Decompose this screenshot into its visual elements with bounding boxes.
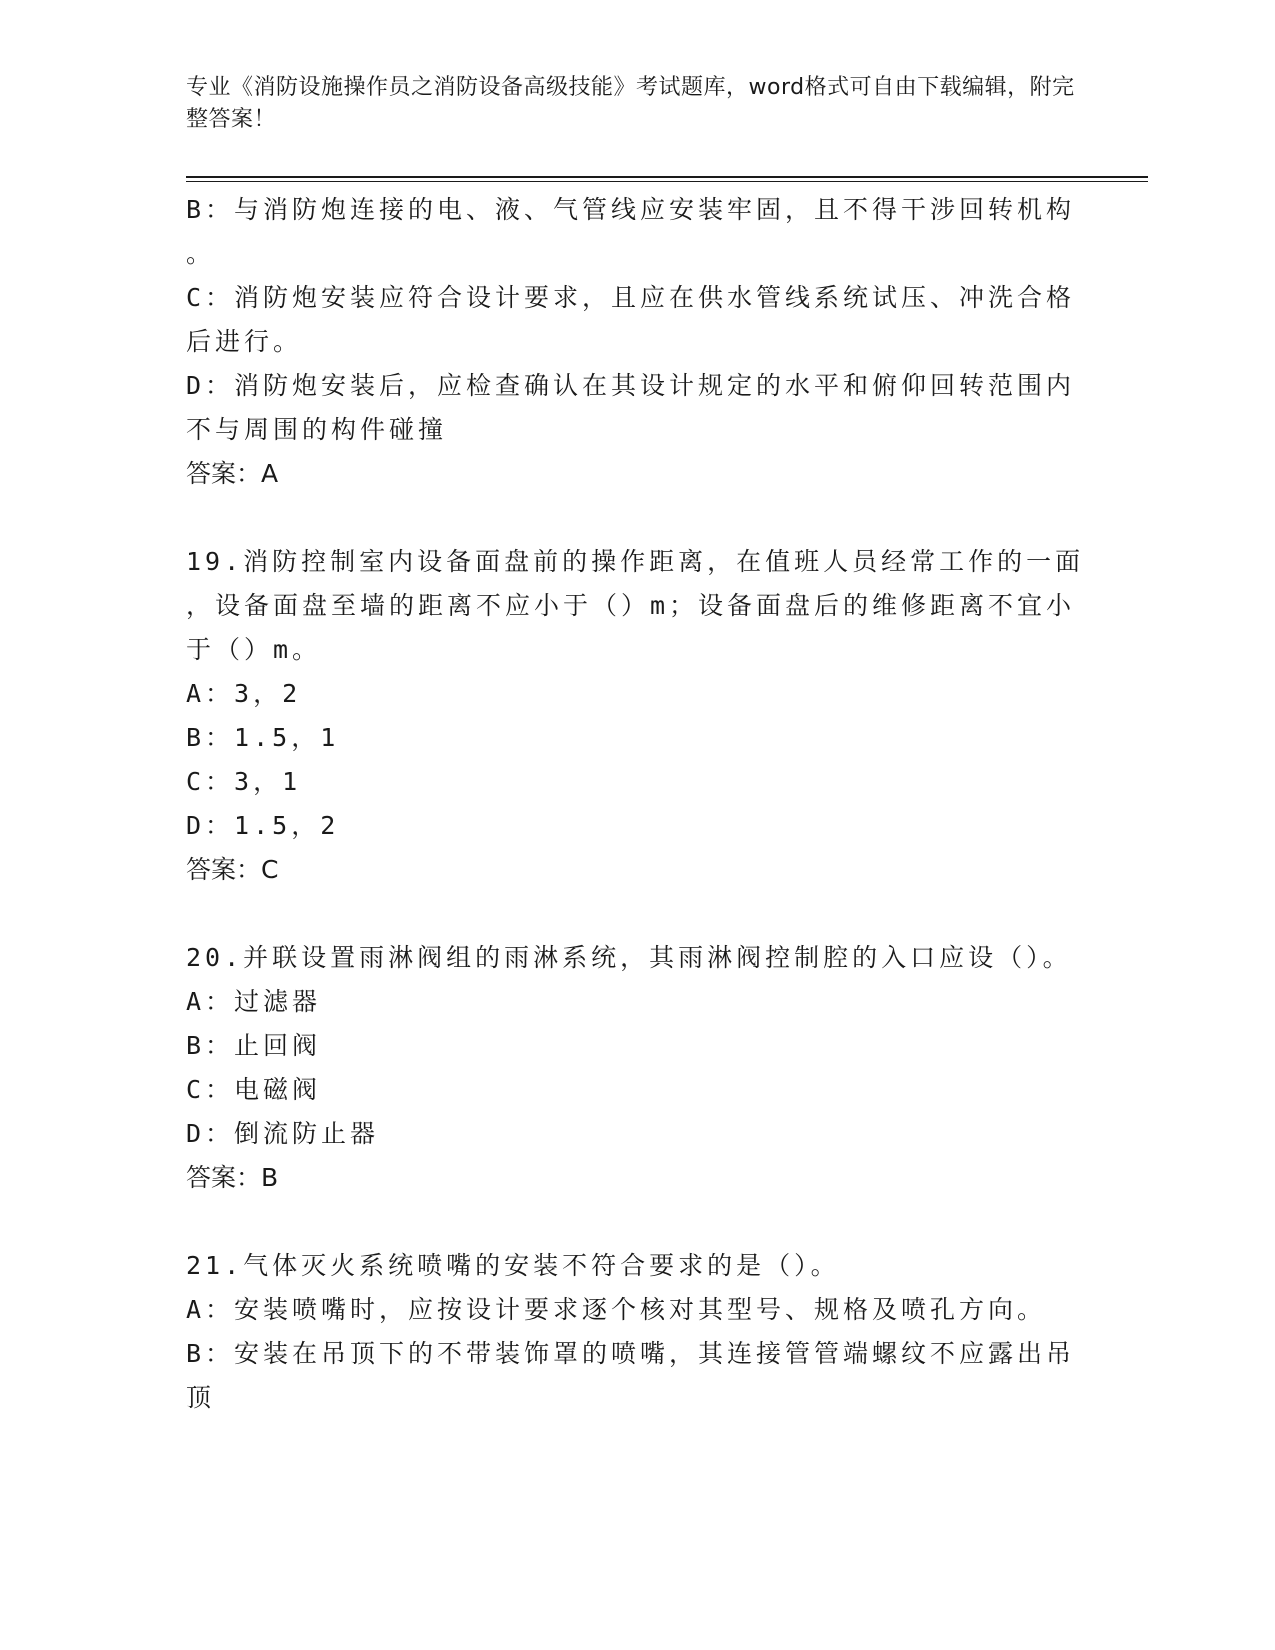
q20-option-a: A：过滤器: [186, 987, 322, 1016]
q18-option-c-cont: 后进行。: [186, 327, 303, 356]
q20-option-b: B：止回阀: [186, 1031, 322, 1060]
q18-option-c: C：消防炮安装应符合设计要求，且应在供水管线系统试压、冲洗合格: [186, 283, 1076, 312]
q19-option-b: B：1.5，1: [186, 723, 340, 752]
q19-option-d: D：1.5，2: [186, 811, 340, 840]
q18-answer: 答案：A: [186, 459, 279, 488]
q18-option-d-cont: 不与周围的构件碰撞: [186, 415, 448, 444]
q19-stem-cont-1: ，设备面盘至墙的距离不应小于（）m；设备面盘后的维修距离不宜小: [186, 591, 1076, 620]
document-header: 专业《消防设施操作员之消防设备高级技能》考试题库，word格式可自由下载编辑，附完整答案！: [186, 75, 1075, 132]
q18-option-b: B：与消防炮连接的电、液、气管线应安装牢固，且不得干涉回转机构: [186, 195, 1076, 224]
q18-option-b-cont: 。: [186, 239, 216, 268]
q20-answer: 答案：B: [186, 1163, 279, 1192]
q19-stem-cont-2: 于（）m。: [186, 635, 322, 664]
q19-option-c: C：3，1: [186, 767, 302, 796]
q21-option-b: B：安装在吊顶下的不带装饰罩的喷嘴，其连接管管端螺纹不应露出吊: [186, 1339, 1076, 1368]
q21-stem: 21.气体灭火系统喷嘴的安装不符合要求的是（）。: [186, 1251, 840, 1280]
q19-stem: 19.消防控制室内设备面盘前的操作距离，在值班人员经常工作的一面: [186, 547, 1085, 576]
q21-option-b-cont: 顶: [186, 1383, 216, 1412]
q18-option-d: D：消防炮安装后，应检查确认在其设计规定的水平和俯仰回转范围内: [186, 371, 1076, 400]
header-divider-thick: [186, 176, 1148, 178]
q20-option-d: D：倒流防止器: [186, 1119, 380, 1148]
q20-option-c: C：电磁阀: [186, 1075, 322, 1104]
q19-option-a: A：3，2: [186, 679, 302, 708]
q20-stem: 20.并联设置雨淋阀组的雨淋系统，其雨淋阀控制腔的入口应设（）。: [186, 943, 1072, 972]
q19-answer: 答案：C: [186, 855, 279, 884]
header-divider-thin: [186, 181, 1148, 182]
q21-option-a: A：安装喷嘴时，应按设计要求逐个核对其型号、规格及喷孔方向。: [186, 1295, 1047, 1324]
